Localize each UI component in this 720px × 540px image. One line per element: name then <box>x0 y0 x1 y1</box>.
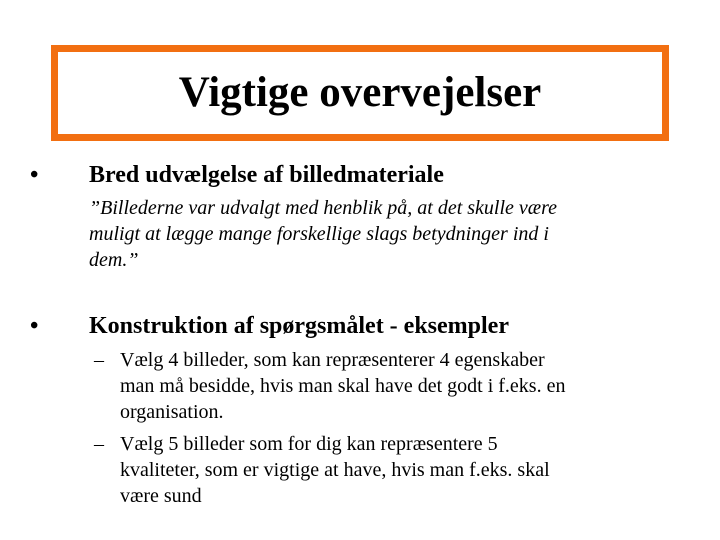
quote-line: dem.” <box>89 249 139 271</box>
title-box <box>51 45 669 141</box>
sub-item-marker: – <box>94 433 104 455</box>
bullet-heading: Bred udvælgelse af billedmateriale <box>89 162 444 188</box>
sub-item-line: kvaliteter, som er vigtige at have, hvis man f.eks. skal <box>120 459 550 481</box>
bullet-marker: • <box>30 313 39 339</box>
sub-item-line: man må besidde, hvis man skal have det godt i f.eks. en <box>120 375 566 397</box>
sub-item-line: organisation. <box>120 401 224 423</box>
bullet-marker: • <box>30 162 39 188</box>
quote-line: ”Billederne var udvalgt med henblik på, at det skulle være <box>89 197 558 219</box>
sub-item-line: Vælg 5 billeder som for dig kan repræsentere 5 <box>120 433 498 455</box>
sub-item-line: Vælg 4 billeder, som kan repræsenterer 4 egenskaber <box>120 349 545 371</box>
sub-item-line: være sund <box>120 485 202 507</box>
sub-item-marker: – <box>94 349 104 371</box>
bullet-heading: Konstruktion af spørgsmålet - eksempler <box>89 313 509 339</box>
quote-line: muligt at lægge mange forskellige slags betydninger ind i <box>89 223 549 245</box>
slide-title: Vigtige overvejelser <box>178 69 542 116</box>
